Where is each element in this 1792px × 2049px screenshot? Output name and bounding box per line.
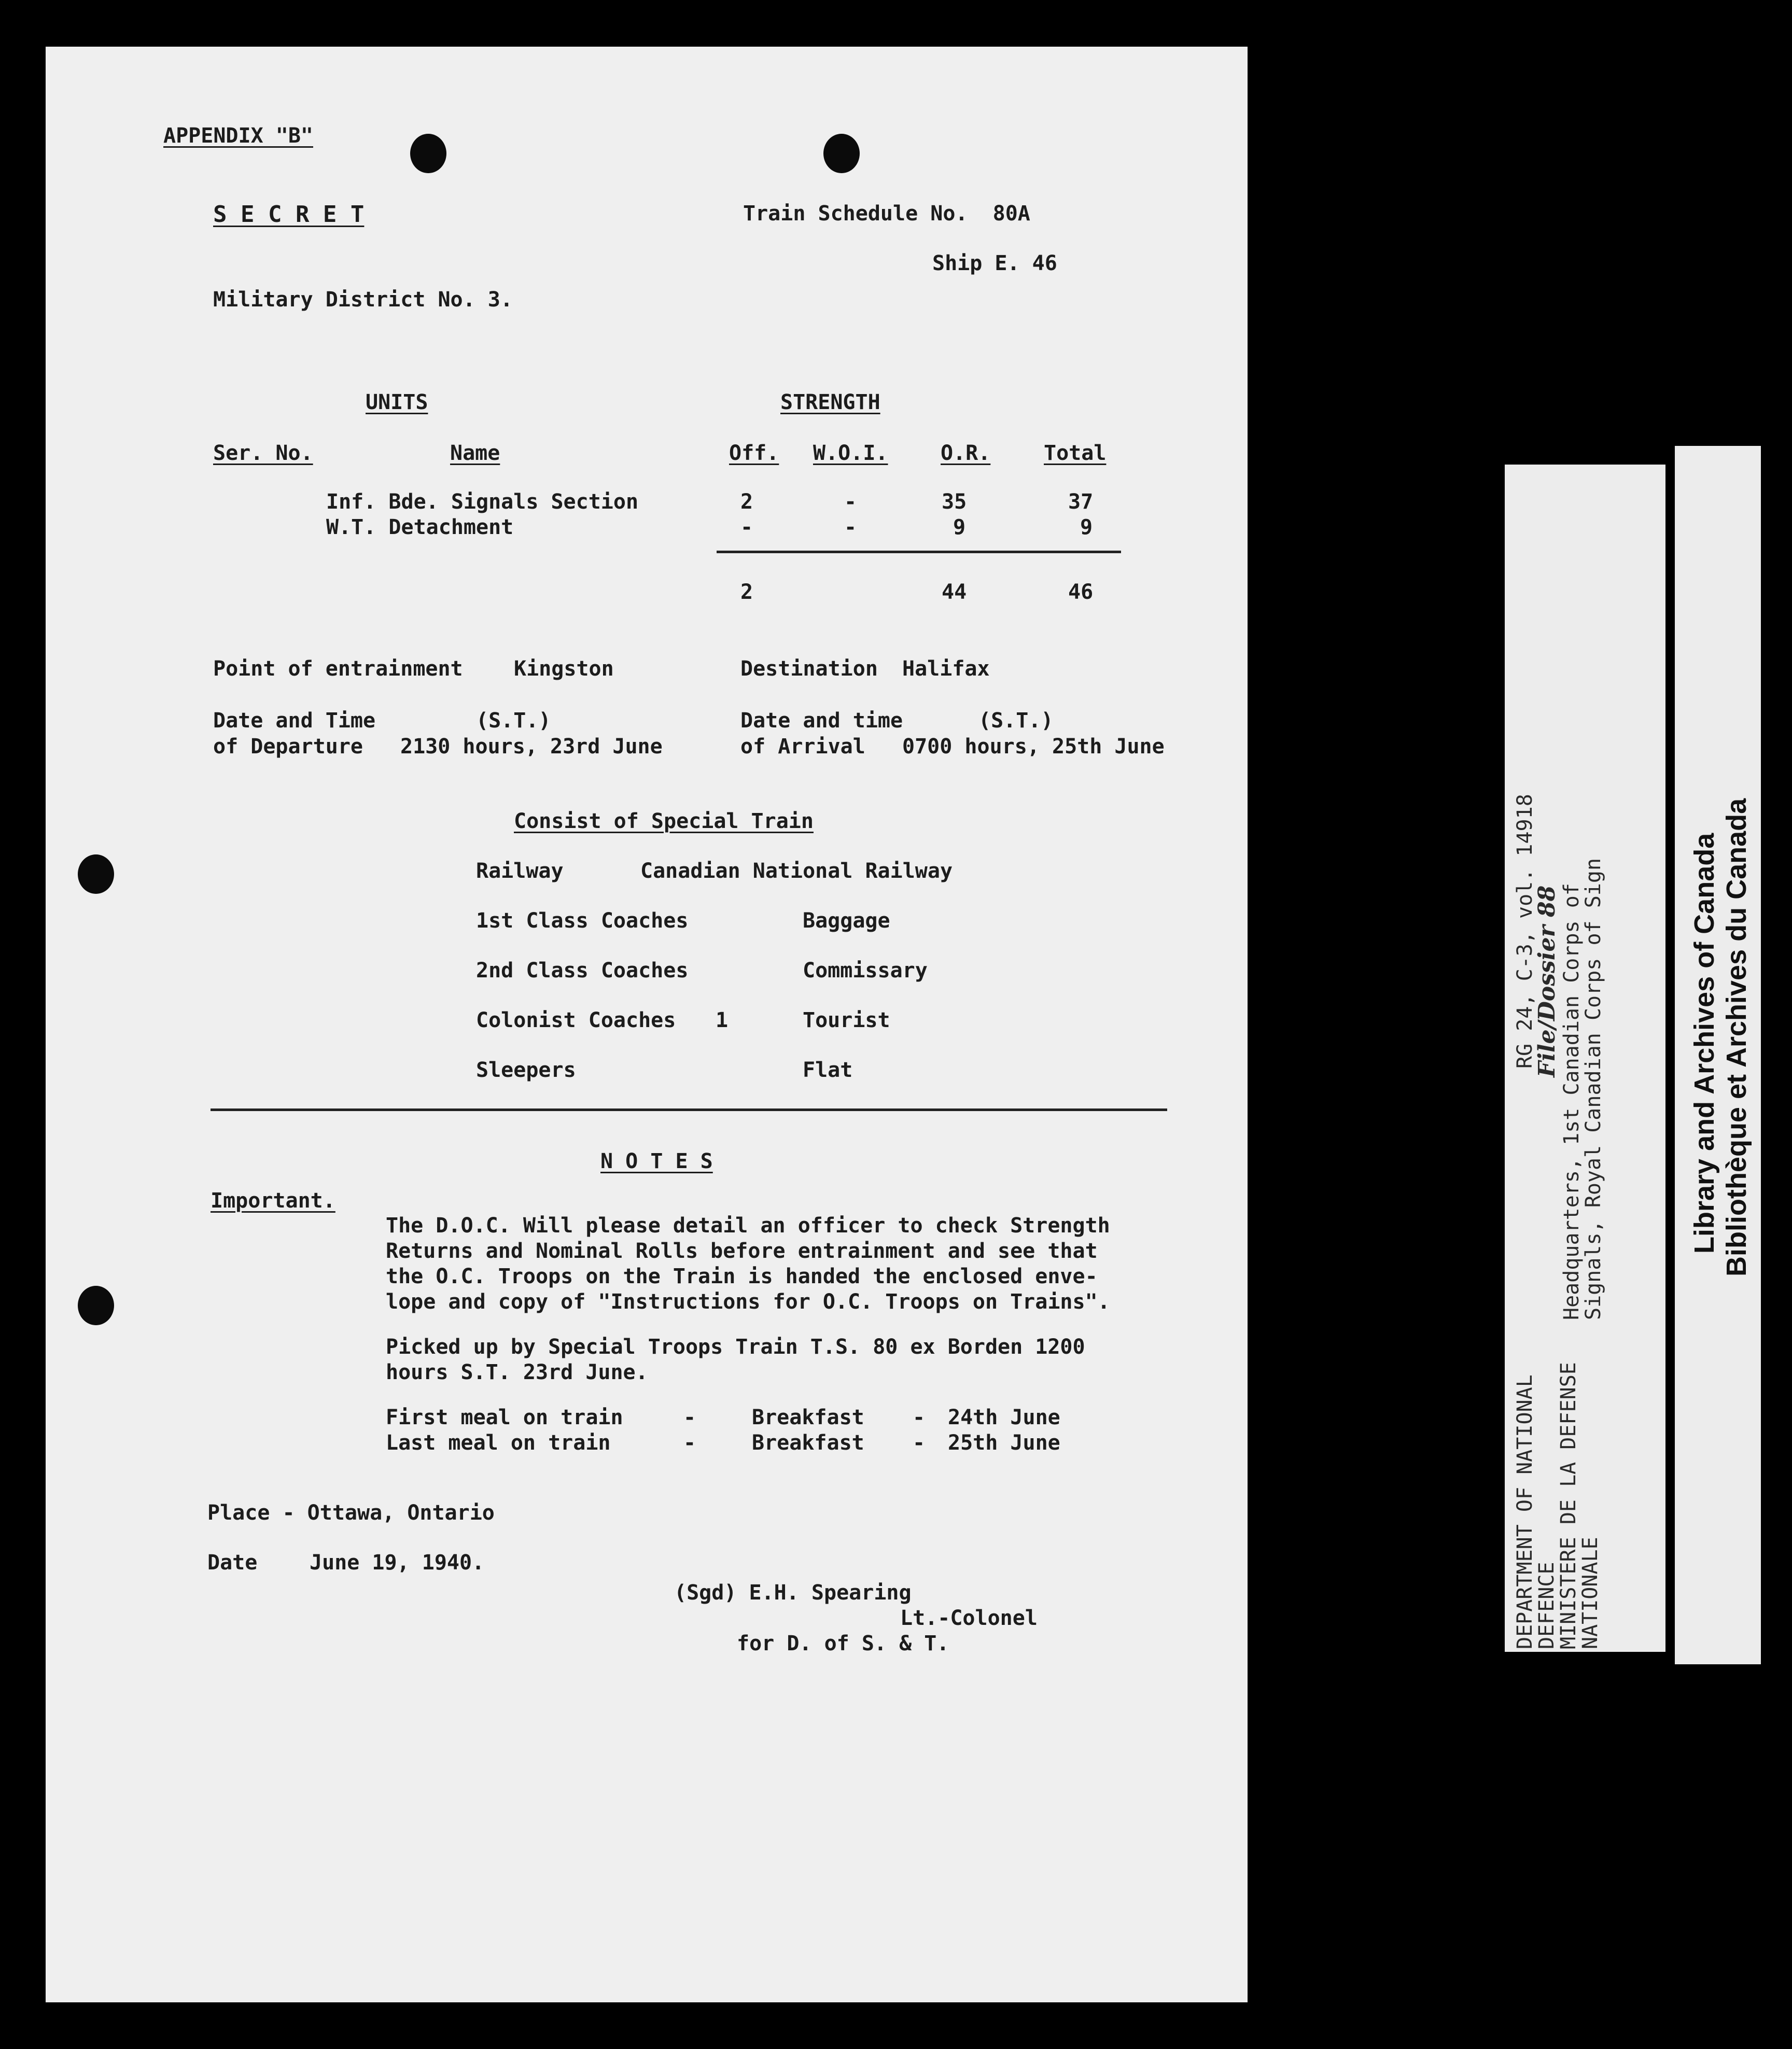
rank: Lt.-Colonel bbox=[900, 1606, 1038, 1630]
punch-hole bbox=[78, 854, 114, 894]
meal-dash: - bbox=[683, 1431, 696, 1455]
destination-value: Halifax bbox=[902, 657, 990, 681]
row-off: - bbox=[740, 515, 753, 539]
consist-item: Commissary bbox=[803, 959, 928, 983]
total-off: 2 bbox=[740, 580, 753, 604]
important-label: Important. bbox=[211, 1189, 335, 1213]
arrival-value: 0700 hours, 25th June bbox=[902, 735, 1165, 759]
date-label: Date bbox=[207, 1551, 258, 1575]
for-line: for D. of S. & T. bbox=[737, 1632, 949, 1655]
consist-heading: Consist of Special Train bbox=[514, 809, 814, 833]
strength-heading: STRENGTH bbox=[780, 390, 880, 414]
punch-hole bbox=[78, 1286, 114, 1325]
railway-label: Railway bbox=[476, 859, 564, 883]
punch-hole bbox=[823, 134, 860, 173]
col-off: Off. bbox=[729, 441, 779, 465]
department-line: DEFENCE bbox=[1535, 1562, 1559, 1649]
meal-date: 25th June bbox=[948, 1431, 1060, 1455]
consist-item: Flat bbox=[803, 1058, 853, 1082]
archive-label-card bbox=[1505, 465, 1665, 1652]
entrainment-value: Kingston bbox=[514, 657, 614, 681]
departure-value: 2130 hours, 23rd June bbox=[400, 735, 663, 759]
note-line: lope and copy of "Instructions for O.C. Troops on Trains". bbox=[386, 1290, 1110, 1314]
departure-label: Date and Time bbox=[213, 709, 376, 733]
row-total: 9 bbox=[1080, 515, 1093, 539]
archive-title-line: Headquarters, 1st Canadian Corps of bbox=[1560, 883, 1584, 1320]
lac-label-card bbox=[1675, 446, 1761, 1664]
meal-date: 24th June bbox=[948, 1406, 1060, 1429]
consist-item: Colonist Coaches bbox=[476, 1008, 676, 1032]
archive-reference: RG 24, C-3, vol. 14918 bbox=[1513, 794, 1537, 1069]
place: Place - Ottawa, Ontario bbox=[207, 1501, 495, 1525]
meal-label: Last meal on train bbox=[386, 1431, 611, 1455]
note-line: The D.O.C. Will please detail an officer to check Strength bbox=[386, 1214, 1110, 1238]
col-or: O.R. bbox=[941, 441, 991, 465]
note-line: the O.C. Troops on the Train is handed the enclosed enve- bbox=[386, 1265, 1098, 1288]
note-line: Returns and Nominal Rolls before entrainment and see that bbox=[386, 1239, 1098, 1263]
date-value: June 19, 1940. bbox=[310, 1551, 485, 1575]
arrival-label-2: of Arrival bbox=[740, 735, 865, 759]
military-district: Military District No. 3. bbox=[213, 288, 513, 312]
archive-title-line: Signals, Royal Canadian Corps of Sign bbox=[1581, 858, 1605, 1320]
signature: (Sgd) E.H. Spearing bbox=[674, 1581, 912, 1605]
row-or: 35 bbox=[942, 490, 967, 514]
arrival-label: Date and time bbox=[740, 709, 903, 733]
lac-name-english: Library and Archives of Canada bbox=[1689, 833, 1720, 1254]
archive-file-number: File/Dossier 88 bbox=[1534, 885, 1560, 1077]
consist-item: 2nd Class Coaches bbox=[476, 959, 689, 983]
classification: S E C R E T bbox=[213, 201, 365, 228]
note-line: hours S.T. 23rd June. bbox=[386, 1360, 648, 1384]
row-or: 9 bbox=[953, 515, 966, 539]
row-total: 37 bbox=[1068, 490, 1094, 514]
col-woi: W.O.I. bbox=[813, 441, 888, 465]
train-schedule: Train Schedule No. 80A bbox=[743, 202, 1030, 226]
entrainment-label: Point of entrainment bbox=[213, 657, 463, 681]
col-name: Name bbox=[450, 441, 500, 465]
appendix-label: APPENDIX "B" bbox=[163, 124, 313, 148]
department-line: DEPARTMENT OF NATIONAL bbox=[1513, 1374, 1537, 1649]
row-woi: - bbox=[844, 490, 857, 514]
totals-rule bbox=[717, 551, 1121, 553]
consist-item: 1st Class Coaches bbox=[476, 909, 689, 933]
meal-name: Breakfast bbox=[752, 1406, 864, 1429]
total-or: 44 bbox=[942, 580, 967, 604]
destination-label: Destination bbox=[740, 657, 878, 681]
row-name: Inf. Bde. Signals Section bbox=[326, 490, 639, 514]
row-name: W.T. Detachment bbox=[326, 515, 514, 539]
note-line: Picked up by Special Troops Train T.S. 80 ex Borden 1200 bbox=[386, 1335, 1085, 1359]
col-ser-no: Ser. No. bbox=[213, 441, 313, 465]
row-off: 2 bbox=[740, 490, 753, 514]
meal-dash: - bbox=[683, 1406, 696, 1429]
col-total: Total bbox=[1044, 441, 1107, 465]
departure-st: (S.T.) bbox=[476, 709, 551, 733]
ship-number: Ship E. 46 bbox=[932, 251, 1057, 275]
punch-hole bbox=[410, 134, 446, 173]
arrival-st: (S.T.) bbox=[978, 709, 1054, 733]
units-heading: UNITS bbox=[366, 390, 428, 414]
document-page bbox=[46, 47, 1248, 2002]
consist-item: Baggage bbox=[803, 909, 890, 933]
railway-value: Canadian National Railway bbox=[640, 859, 953, 883]
department-line: MINISTERE DE LA DEFENSE bbox=[1557, 1362, 1580, 1649]
lac-name-french: Bibliothèque et Archives du Canada bbox=[1721, 798, 1752, 1276]
consist-count: 1 bbox=[716, 1008, 729, 1032]
meal-dash: - bbox=[913, 1431, 926, 1455]
meal-label: First meal on train bbox=[386, 1406, 623, 1429]
departure-label-2: of Departure bbox=[213, 735, 363, 759]
consist-item: Sleepers bbox=[476, 1058, 576, 1082]
department-line: NATIONALE bbox=[1578, 1537, 1602, 1649]
section-rule bbox=[211, 1108, 1167, 1111]
total-total: 46 bbox=[1068, 580, 1094, 604]
notes-heading: N O T E S bbox=[600, 1149, 713, 1173]
consist-item: Tourist bbox=[803, 1008, 890, 1032]
meal-dash: - bbox=[913, 1406, 926, 1429]
row-woi: - bbox=[844, 515, 857, 539]
meal-name: Breakfast bbox=[752, 1431, 864, 1455]
